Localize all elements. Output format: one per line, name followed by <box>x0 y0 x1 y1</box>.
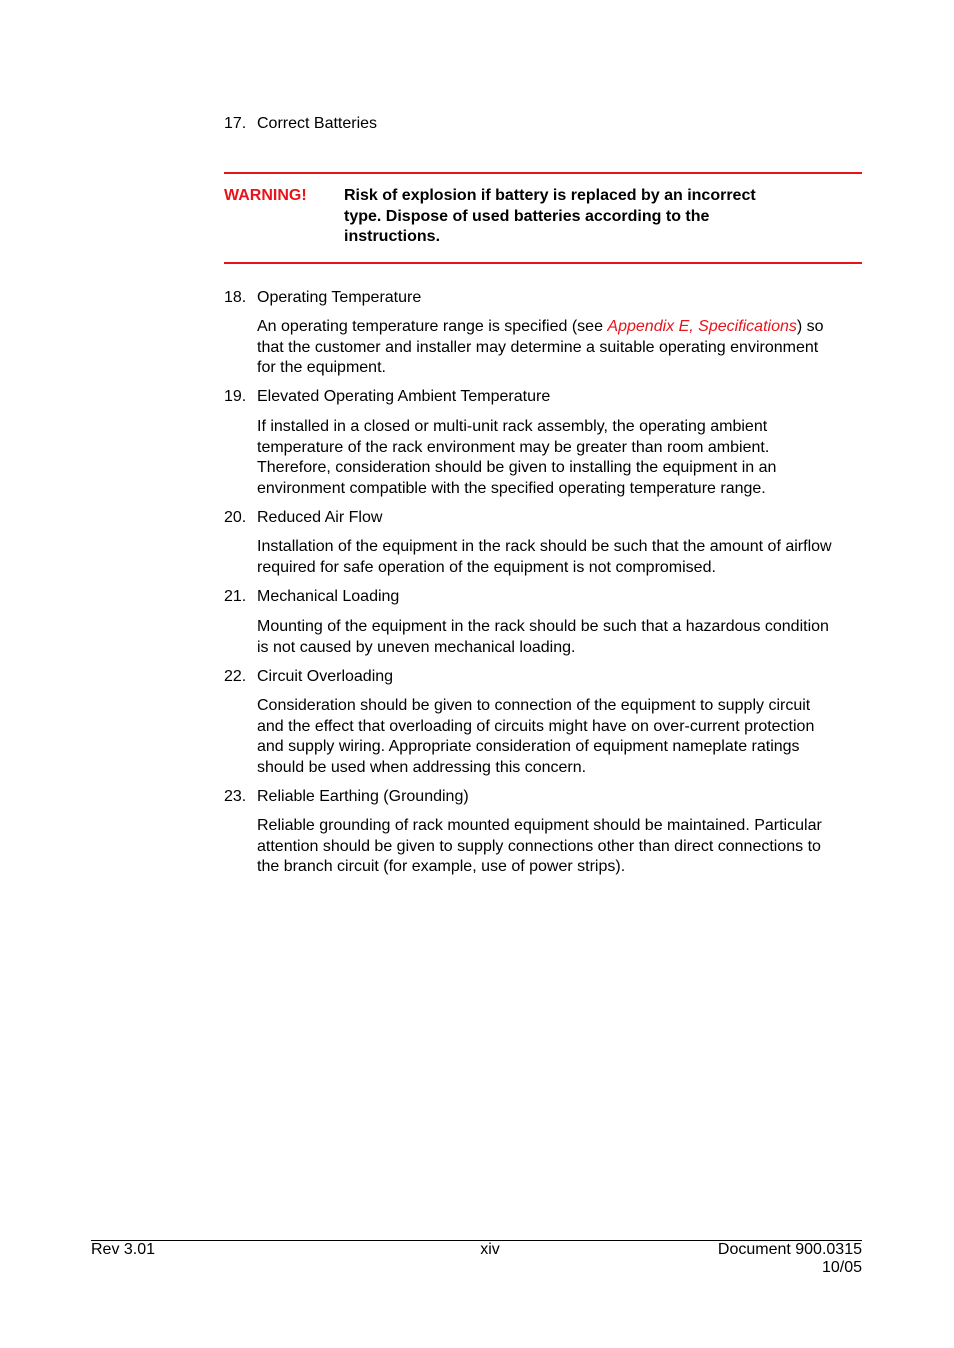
warning-top-rule <box>224 172 862 174</box>
warning-line: Risk of explosion if battery is replaced by an incorrect <box>344 187 756 204</box>
warning-text <box>344 186 814 248</box>
warning-bottom-rule <box>224 262 862 264</box>
paragraph-line: that the customer and installer may determine a suitable operating environment <box>257 338 819 356</box>
paragraph-line: Mounting of the equipment in the rack should be such that a hazardous condition <box>257 618 829 635</box>
list-item-number: 19. <box>224 388 247 405</box>
list-item-22-heading <box>224 667 393 687</box>
paragraph-line: should be used when addressing this concern. <box>257 758 587 776</box>
footer-document-number: Document 900.0315 <box>717 1241 862 1258</box>
list-item-20-heading <box>224 508 382 528</box>
list-item-19-heading <box>224 387 550 407</box>
paragraph-mechanical-loading <box>257 617 862 658</box>
warning-label: WARNING! <box>224 187 307 204</box>
list-item-number: 23. <box>224 788 247 805</box>
list-item-title: Elevated Operating Ambient Temperature <box>257 388 551 405</box>
list-item-number: 20. <box>224 509 247 526</box>
list-item-number: 17. <box>224 115 247 132</box>
paragraph-elevated-temperature <box>257 417 862 499</box>
paragraph-line: Installation of the equipment in the rack should be such that the amount of airflow <box>257 538 832 555</box>
paragraph-line: required for safe operation of the equipment is not compromised. <box>257 558 716 576</box>
footer-revision: Rev 3.01 <box>91 1241 156 1258</box>
list-item-18-heading <box>224 288 421 308</box>
paragraph-text: ) so <box>796 318 824 335</box>
paragraph-line <box>257 317 862 338</box>
paragraph-line: Consideration should be given to connection of the equipment to supply circuit <box>257 697 811 714</box>
list-item-17-heading <box>224 114 377 134</box>
list-item-number: 22. <box>224 668 247 685</box>
paragraph-reliable-earthing <box>257 816 862 878</box>
paragraph-circuit-overloading <box>257 696 862 778</box>
paragraph-line: Therefore, consideration should be given to installing the equipment in an <box>257 459 777 476</box>
paragraph-line: and the effect that overloading of circuits might have on over-current protection <box>257 717 815 735</box>
paragraph-line: If installed in a closed or multi-unit rack assembly, the operating ambient <box>257 418 768 435</box>
list-item-number: 21. <box>224 588 247 605</box>
paragraph-line: attention should be given to supply connections other than direct connections to <box>257 837 821 855</box>
list-item-title: Reliable Earthing (Grounding) <box>257 788 469 805</box>
appendix-e-link[interactable]: Appendix E, Specifications <box>607 318 797 335</box>
list-item-title: Operating Temperature <box>257 289 422 306</box>
paragraph-text: An operating temperature range is specified (see <box>257 318 608 335</box>
list-item-title: Correct Batteries <box>257 115 378 132</box>
list-item-21-heading <box>224 587 399 607</box>
list-item-title: Mechanical Loading <box>257 588 400 605</box>
warning-line: type. Dispose of used batteries according to the <box>344 207 710 225</box>
paragraph-line: is not caused by uneven mechanical loading. <box>257 638 576 656</box>
paragraph-line: for the equipment. <box>257 359 386 376</box>
warning-line: instructions. <box>344 228 441 245</box>
paragraph-line: environment compatible with the specified operating temperature range. <box>257 479 766 497</box>
paragraph-line: Reliable grounding of rack mounted equipment should be maintained. Particular <box>257 817 822 834</box>
list-item-23-heading <box>224 787 469 807</box>
list-item-title: Circuit Overloading <box>257 668 394 685</box>
footer-document-info <box>718 1241 862 1277</box>
paragraph-operating-temperature <box>257 317 862 379</box>
footer-page-number: xiv <box>480 1241 500 1258</box>
footer-date: 10/05 <box>821 1259 862 1276</box>
list-item-number: 18. <box>224 289 247 306</box>
paragraph-reduced-air-flow <box>257 537 862 578</box>
list-item-title: Reduced Air Flow <box>257 509 383 526</box>
paragraph-line: the branch circuit (for example, use of power strips). <box>257 858 626 875</box>
paragraph-line: and supply wiring. Appropriate consideration of equipment nameplate ratings <box>257 738 800 755</box>
paragraph-line: temperature of the rack environment may be greater than room ambient. <box>257 438 770 456</box>
